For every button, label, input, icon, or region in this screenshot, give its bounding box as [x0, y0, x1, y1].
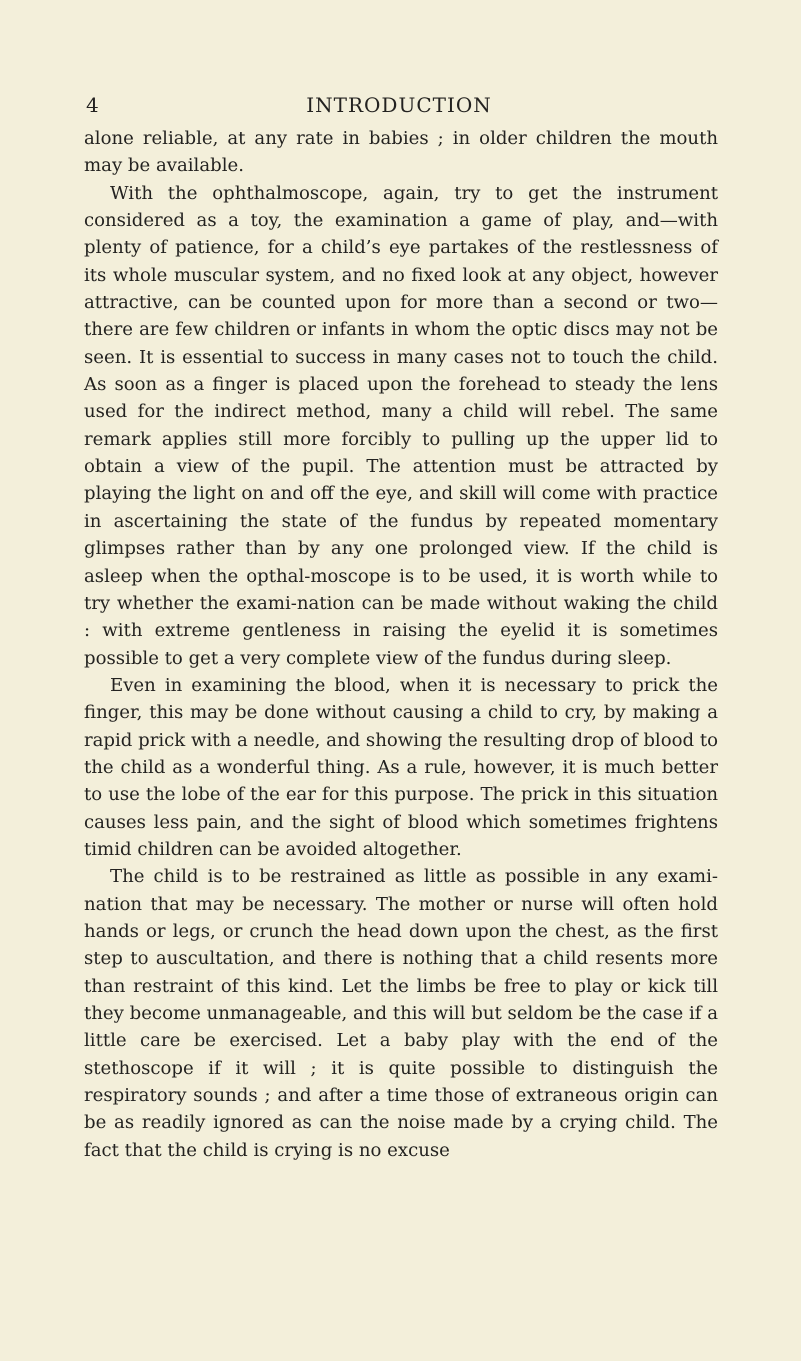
- paragraph-restraint: The child is to be restrained as little as possible in any exami-nation that may be necessary. The mother or nurse will often hold hands or legs, or crunch the head down upon the chest, as the first step to auscultation, and there is nothing that a child resents more than restraint of this kind. Let the limbs be free to play or kick till they become unmanageable, and this will but seldom be the case if a little care be exercised. Let a baby play with the end of the stethoscope if it will ; it is quite possible to distinguish the respiratory sounds ; and after a time those of extraneous origin can be as readily ignored as can the noise made by a crying child. The fact that the child is crying is no excuse: [84, 866, 718, 1161]
- paragraph-continuation: alone reliable, at any rate in babies ; in older children the mouth may be available.: [84, 128, 718, 177]
- page-number: 4: [86, 93, 99, 117]
- body-text: [84, 125, 718, 1164]
- running-head: INTRODUCTION: [306, 93, 492, 117]
- page-header: [84, 92, 714, 122]
- paragraph-ophthalmoscope: With the ophthalmoscope, again, try to get the instrument considered as a toy, the examination a game of play, and—with plenty of patience, for a child’s eye partakes of the restlessness of its whole muscular system, and no fixed look at any object, however attractive, can be counted upon for more than a second or two—there are few children or infants in whom the optic discs may not be seen. It is essential to success in many cases not to touch the child. As soon as a finger is placed upon the forehead to steady the lens used for the indirect method, many a child will rebel. The same remark applies still more forcibly to pulling up the upper lid to obtain a view of the pupil. The attention must be attracted by playing the light on and off the eye, and skill will come with practice in ascertaining the state of the fundus by repeated momentary glimpses rather than by any one prolonged view. If the child is asleep when the opthal-moscope is to be used, it is worth while to try whether the exami-nation can be made without waking the child : with extreme gentleness in raising the eyelid it is sometimes possible to get a very complete view of the fundus during sleep.: [84, 182, 718, 669]
- paragraph-blood-examination: Even in examining the blood, when it is necessary to prick the finger, this may be done without causing a child to cry, by making a rapid prick with a needle, and showing the resulting drop of blood to the child as a wonderful thing. As a rule, however, it is much better to use the lobe of the ear for this purpose. The prick in this situation causes less pain, and the sight of blood which sometimes frightens timid children can be avoided altogether.: [84, 674, 718, 860]
